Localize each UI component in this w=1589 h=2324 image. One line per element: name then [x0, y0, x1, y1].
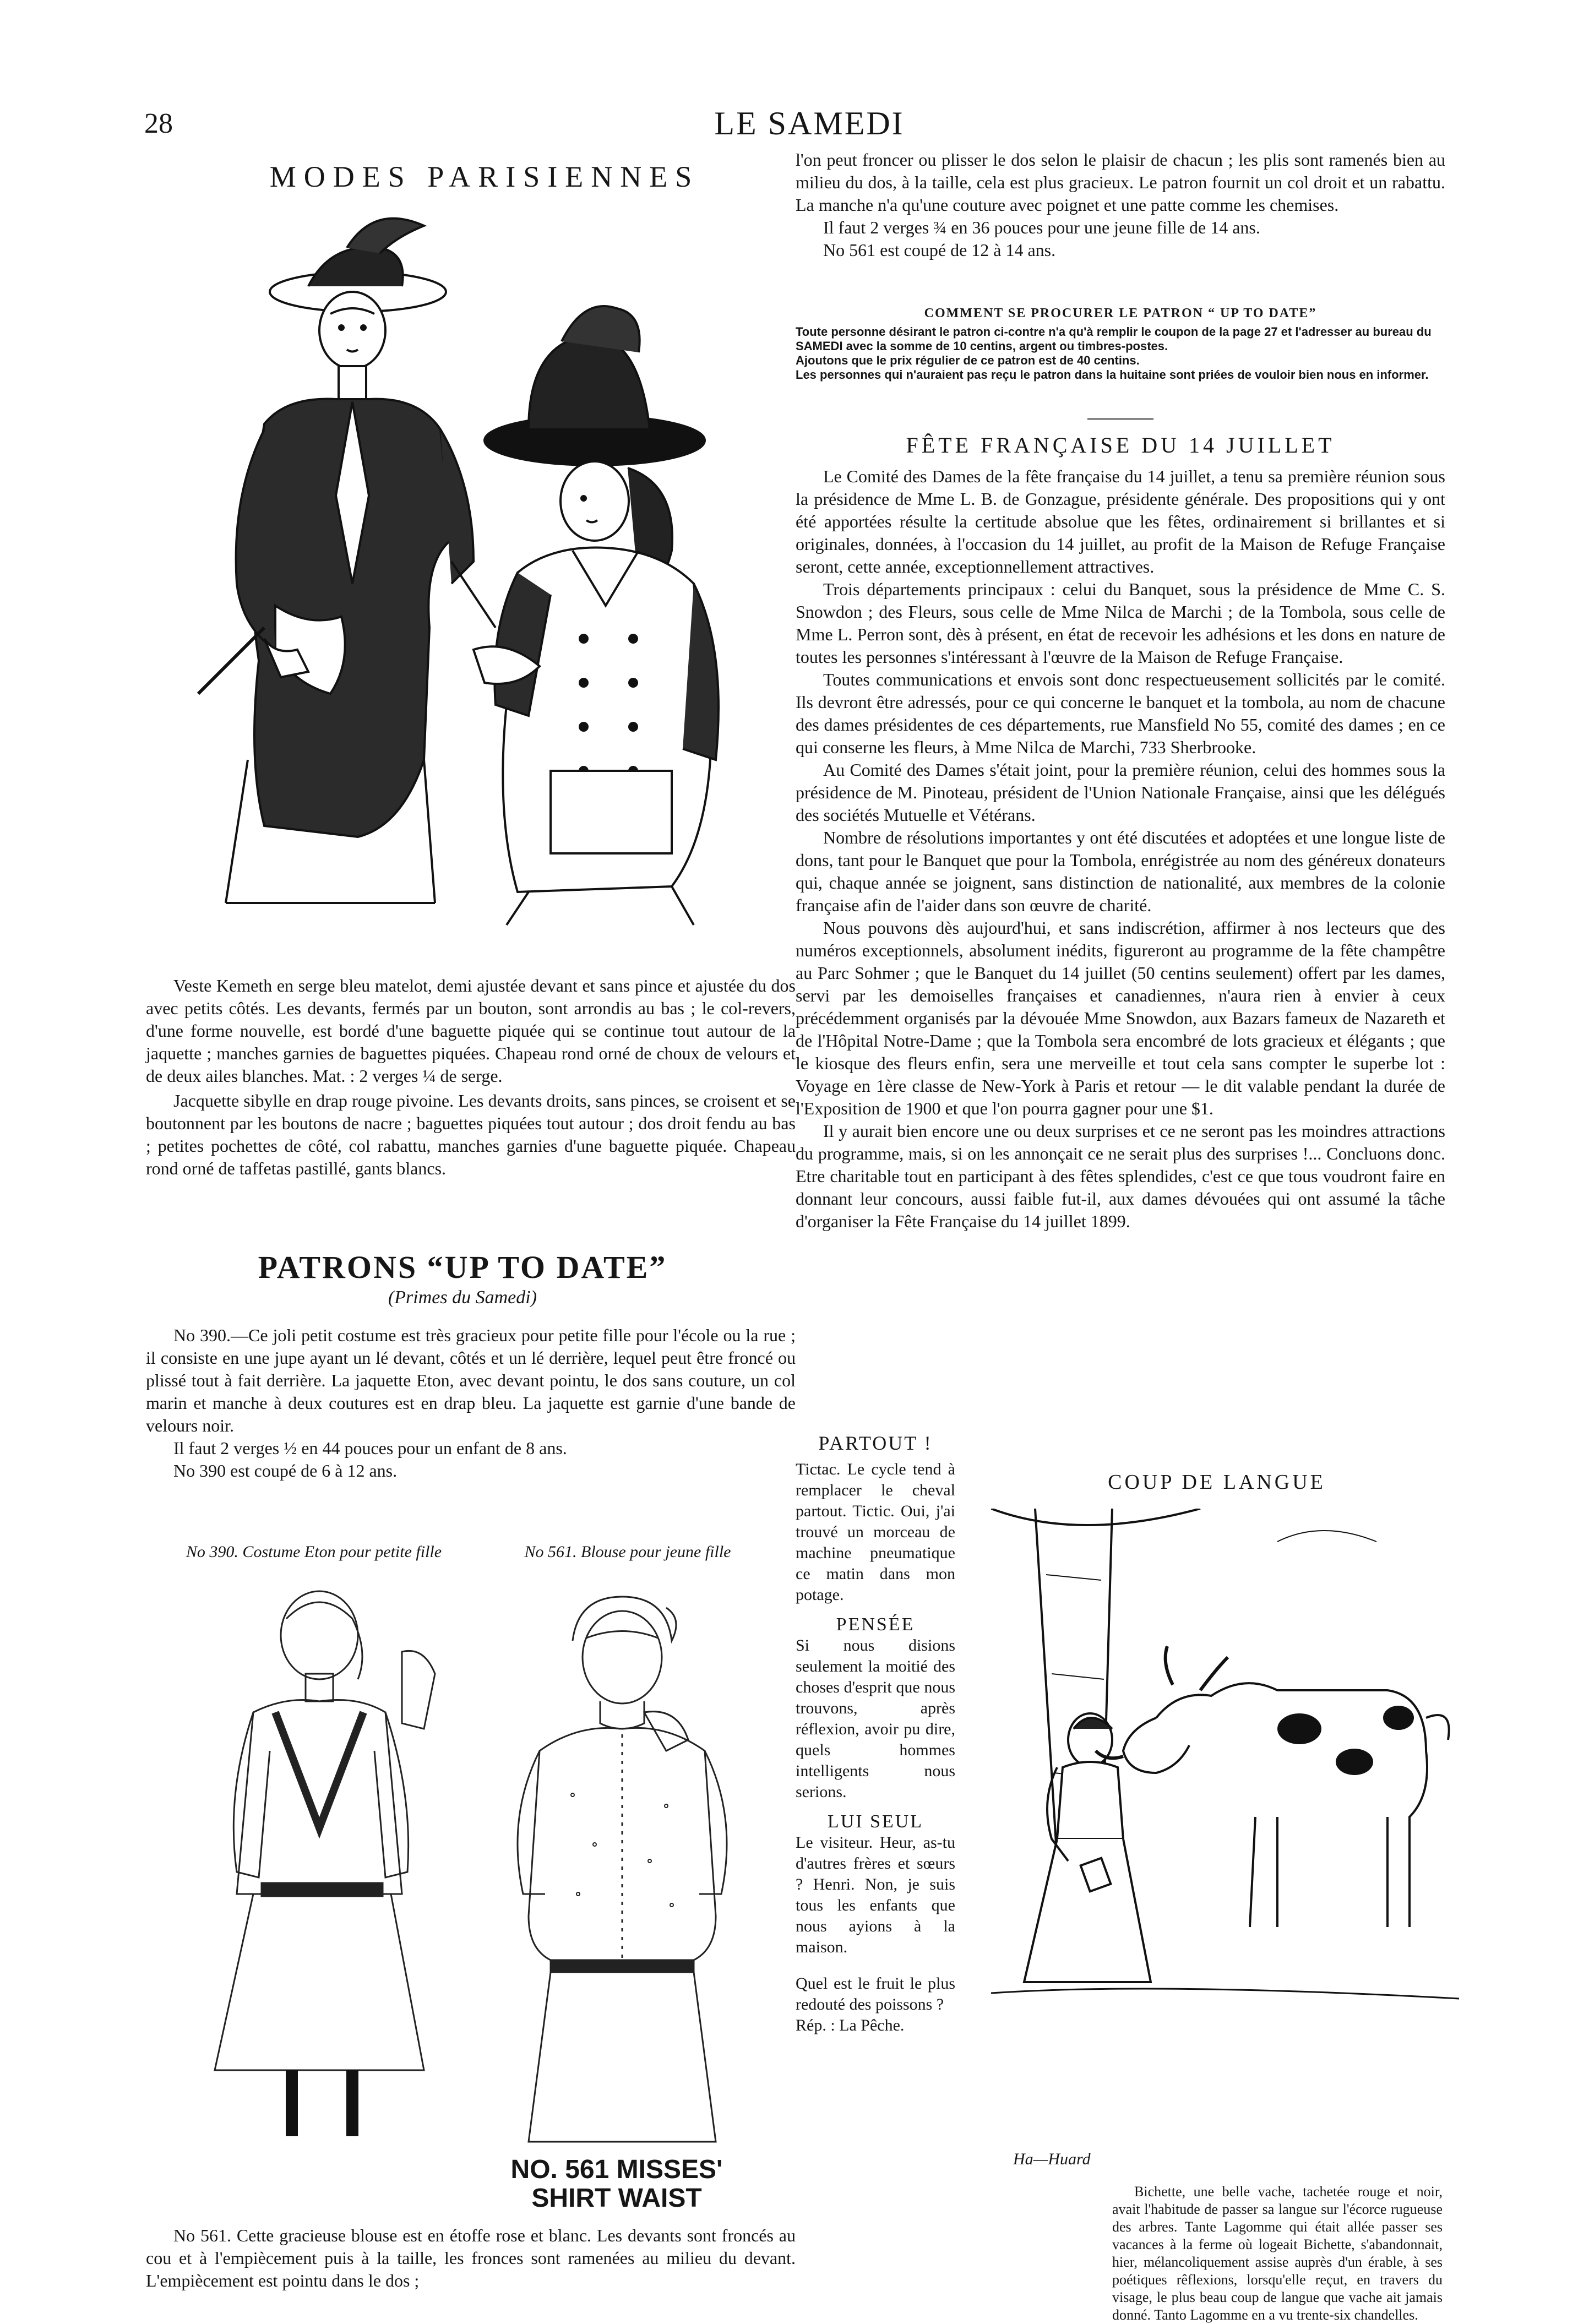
pensee-text: Si nous disions seulement la moitié des choses d'esprit que nous trouvons, après réflexion, avoir pu dire, quels hommes intelligents nous serions. — [796, 1636, 955, 1801]
comment-line-2: Ajoutons que le prix régulier de ce patron est de 40 centins. — [796, 353, 1140, 367]
modes-title: MODES PARISIENNES — [269, 160, 700, 193]
fete-title: FÊTE FRANÇAISE DU 14 JUILLET — [906, 433, 1335, 458]
shirt-waist-label — [507, 2156, 727, 2213]
shirt-waist-illustration — [485, 1586, 760, 2153]
coup-de-langue-title: COUP DE LANGUE — [1108, 1471, 1326, 1494]
fete-paragraph-4: Au Comité des Dames s'était joint, pour la première réunion, celui des hommes sous la présidence de M. Pinoteau, président de l'Union Nationale Française, ainsi que les délégués des sociétés Mutuelle et Vétérans. — [796, 760, 1445, 825]
fete-paragraph-1: Le Comité des Dames de la fête française du 14 juillet, a tenu sa première réunion sous la présidence de Mme L. B. de Gonzague, présidente générale. Des propositions qui y ont été apportées résulte la certitude absolue que les fêtes, ordinairement si brillantes et si originales, données, à l'occasion du 14 juillet, au profit de la Maison de Refuge Française seront, cette année, exceptionnellement attractives. — [796, 466, 1445, 576]
patron-561-continued — [796, 149, 1445, 262]
patron-390-yardage: Il faut 2 verges ½ en 44 pouces pour un enfant de 8 ans. — [173, 1438, 567, 1458]
patron-390-text — [146, 1324, 796, 1482]
fete-article — [796, 465, 1445, 1233]
comment-text — [796, 325, 1445, 382]
page-number: 28 — [144, 108, 173, 139]
fashion-illustration — [165, 209, 782, 930]
comment-title: COMMENT SE PROCURER LE PATRON “ UP TO DATE” — [924, 306, 1317, 320]
patron-561-cont-3: No 561 est coupé de 12 à 14 ans. — [823, 240, 1056, 260]
patron-561-text — [146, 2224, 796, 2292]
fete-paragraph-5: Nombre de résolutions importantes y ont été discutées et adoptées et une longue liste de dons, tant pour le Banquet que pour la Tombola, enrégistrée au nom des généreux donateurs qui, chaque année se joignent, sans distinction de nationalité, aux membres de la colonie française afin de l'aider dans son œuvre de charité. — [796, 828, 1445, 915]
fete-paragraph-7: Il y aurait bien encore une ou deux surprises et ce ne seront pas les moindres attractions du programme, mais, si on les annonçait ce ne serait plus des surprises !... Concluons donc. Etre charitable tout en participant à des fêtes splendides, c'est ce que tous voudront faire en donnant leur concours, aussi faible fut-il, aux dames dévouées qui ont assumé la tâche d'organiser la Fête Française du 14 juillet 1899. — [796, 1121, 1445, 1231]
patron-561-description: No 561. Cette gracieuse blouse est en étoffe rose et blanc. Les devants sont froncés au cou et à l'empiècement puis à la taille, les fronces sont ramenées au milieu du devant. L'empiècement est pointu dans le dos ; — [146, 2225, 796, 2290]
coup-de-langue-caption — [1112, 2183, 1443, 2324]
patron-390-sizes: No 390 est coupé de 6 à 12 ans. — [173, 1461, 398, 1481]
pensee-title: PENSÉE — [836, 1614, 915, 1635]
patrons-subtitle: (Primes du Samedi) — [388, 1287, 537, 1308]
cartoon-signature: Ha—Huard — [1013, 2150, 1091, 2168]
caption-561: No 561. Blouse pour jeune fille — [524, 1543, 731, 1561]
lui-seul-title: LUI SEUL — [827, 1811, 924, 1832]
description-veste: Veste Kemeth en serge bleu matelot, demi ajustée devant et sans pince et ajustée du dos avec petits côtés. Les devants, fermés par un bouton, sont arrondis au bas ; le col-revers, d'une forme nouvelle, est bordé d'une baguette piquée qui se continue tout autour de la jaquette ; manches garnies de baguettes piquées. Chapeau rond orné de choux de velours et de deux ailes blanches. Mat. : 2 verges ¼ de serge. — [146, 976, 796, 1086]
comment-line-3: Les personnes qui n'auraient pas reçu le patron dans la huitaine sont priées de vouloir bien nous en informer. — [796, 368, 1429, 382]
shirt-label-line-1: NO. 561 MISSES' — [510, 2155, 723, 2184]
patrons-title: PATRONS “UP TO DATE” — [258, 1249, 667, 1285]
shirt-label-line-2: SHIRT WAIST — [531, 2184, 702, 2213]
narrow-column — [796, 1459, 955, 2036]
fete-paragraph-3: Toutes communications et envois sont donc respectueusement sollicités par le comité. Ils devront être adressés, pour ce qui concerne le banquet et la tombola, au nom de chacune des dames présidentes de ces départements, rue Mansfield No 55, comité des dames ; en ce qui conserne les fleurs, à Mme Nilca de Marchi, 733 Sherbrooke. — [796, 670, 1445, 757]
coup-caption-text: Bichette, une belle vache, tachetée rouge et noir, avait l'habitude de passer sa langue sur l'écorce rugueuse des arbres. Tante Lagomme qui était allée passer ses vacances à la ferme où logeait Bichette, s'abandonnait, hier, mélancoliquement assise auprès d'un érable, à ses poétiques rêflexions, lorsqu'elle reçut, en travers du visage, le plus beau coup de langue que vache ait jamais donné. Tanto Lagomme en a vu trente-six chandelles. — [1112, 2184, 1443, 2323]
cow-cartoon-illustration — [991, 1509, 1459, 2026]
peche-answer: Rép. : La Pêche. — [796, 2016, 905, 2034]
caption-390: No 390. Costume Eton pour petite fille — [186, 1543, 442, 1561]
patron-390-description: No 390.—Ce joli petit costume est très gracieux pour petite fille pour l'école ou la rue ; il consiste en une jupe ayant un lé devant, côtés et un lé derrière, lequel peut être froncé ou plissé tout à fait derrière. La jaquette Eton, avec devant pointu, le dos sans couture, un col marin et manche à deux coutures est en drap bleu. La jaquette est garnie d'une bande de velours noir. — [146, 1325, 796, 1435]
peche-question: Quel est le fruit le plus redouté des poissons ? — [796, 1974, 955, 2013]
patron-561-cont-1: l'on peut froncer ou plisser le dos selon le plaisir de chacun ; les plis sont ramenés bien au milieu du dos, à la taille, cela est plus gracieux. Le patron fournit un col droit et un rabattu. La manche n'a qu'une couture avec poignet et une patte comme les chemises. — [796, 150, 1445, 215]
modes-description — [146, 975, 796, 1180]
partout-title: PARTOUT ! — [818, 1432, 933, 1454]
description-jacquette: Jacquette sibylle en drap rouge pivoine. Les devants droits, sans pinces, se croisent et se boutonnent par les boutons de nacre ; baguettes piquées tout autour ; dos droit fendu au bas ; petites pochettes de côté, col rabattu, manches garnies d'une baguette piquée. Chapeau rond orné de taffetas pastillé, gants blancs. — [146, 1091, 796, 1178]
eton-costume-illustration — [193, 1586, 479, 2153]
separator-rule — [1087, 418, 1153, 420]
lui-seul-text: Le visiteur. Heur, as-tu d'autres frères et sœurs ? Henri. Non, je suis tous les enfants que nous ayions à la maison. — [796, 1833, 955, 1956]
fete-paragraph-6: Nous pouvons dès aujourd'hui, et sans indiscrétion, affirmer à nos lecteurs que des numéros exceptionnels, absolument inédits, figureront au programme de la fête champêtre au Parc Sohmer ; que le Banquet du 14 juillet (50 centins seulement) offert par les dames, servi par les demoiselles françaises et canadiennes, n'aura rien à envier à ceux précédemment organisés par la dévouée Mme Snowdon, aux Bazars fameux de Nazareth et de l'Hôpital Notre-Dame ; que la Tombola sera encombré de lots gracieux et élégants ; que le kiosque des fleurs enfin, sera une merveille et tout cela sans compter le superbe lot : Voyage en 1ère classe de New-York à Paris et retour — le dit valable pendant la durée de l'Exposition de 1900 et que l'on pourra gagner pour une $1. — [796, 918, 1445, 1118]
fete-paragraph-2: Trois départements principaux : celui du Banquet, sous la présidence de Mme C. S. Snowdon ; des Fleurs, sous celle de Mme Nilca de Marchi ; de la Tombola, sous celle de Mme L. Perron sont, dès à présent, en état de recevoir les adhésions et les dons en nature de toutes les personnes s'intéressant à l'œuvre de la Maison de Refuge Française. — [796, 579, 1445, 667]
masthead: LE SAMEDI — [714, 105, 905, 141]
comment-line-1: Toute personne désirant le patron ci-contre n'a qu'à remplir le coupon de la page 27 et l'adresser au bureau du SAMEDI avec la somme de 10 centins, argent ou timbres-postes. — [796, 325, 1432, 353]
patron-561-cont-2: Il faut 2 verges ¾ en 36 pouces pour une jeune fille de 14 ans. — [823, 217, 1260, 237]
partout-text: Tictac. Le cycle tend à remplacer le cheval partout. Tictic. Oui, j'ai trouvé un morceau de machine pneumatique ce matin dans mon potage. — [796, 1460, 955, 1604]
